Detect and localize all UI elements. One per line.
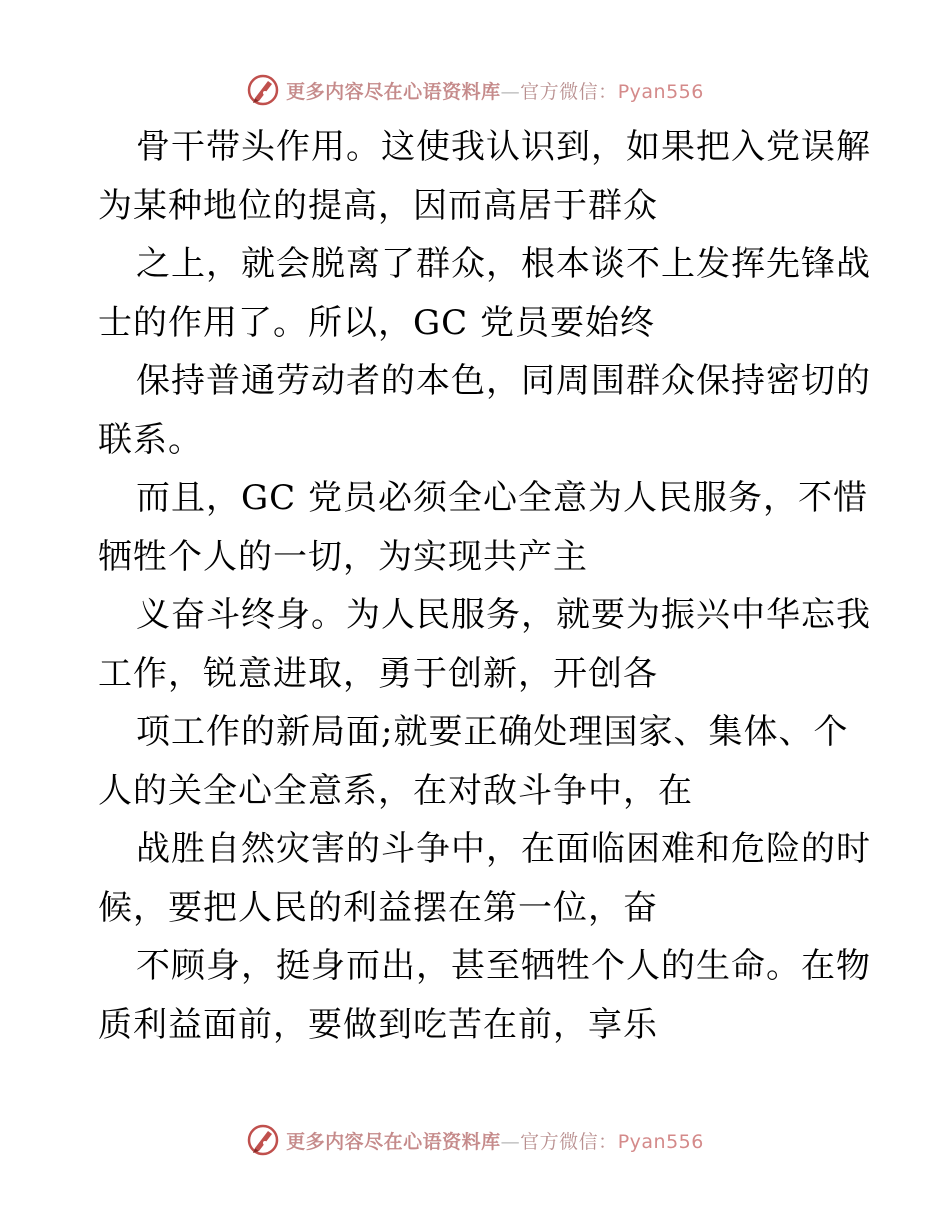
body-line: 之上，就会脱离了群众，根本谈不上发挥先锋战 (136, 244, 871, 284)
pen-logo-icon (246, 73, 280, 107)
body-line: 牺牲个人的一切，为实现共产主 (98, 536, 588, 577)
header-watermark (0, 70, 950, 110)
body-line: 士的作用了。所以，GC 党员要始终 (98, 302, 655, 343)
body-line: 而且，GC 党员必须全心全意为人民服务，不惜 (136, 478, 868, 518)
pen-logo-icon (246, 1123, 280, 1157)
body-line: 为某种地位的提高，因而高居于群众 (98, 185, 658, 226)
watermark-text: 更多内容尽在心语资料库—官方微信：Pyan556 (286, 80, 704, 103)
body-line: 战胜自然灾害的斗争中，在面临困难和危险的时 (136, 829, 871, 869)
footer-watermark (0, 1120, 950, 1160)
body-line: 工作，锐意进取，勇于创新，开创各 (98, 653, 658, 694)
body-line: 保持普通劳动者的本色，同周围群众保持密切的 (136, 361, 871, 401)
body-line: 候，要把人民的利益摆在第一位，奋 (98, 887, 658, 928)
body-line: 项工作的新局面;就要正确处理国家、集体、个 (136, 712, 849, 752)
body-line: 质利益面前，要做到吃苦在前，享乐 (98, 1004, 658, 1045)
body-line: 义奋斗终身。为人民服务，就要为振兴中华忘我 (136, 595, 871, 635)
body-line: 联系。 (98, 419, 203, 460)
document-body (98, 118, 871, 1054)
body-line: 人的关全心全意系，在对敌斗争中，在 (98, 770, 693, 811)
watermark-text: 更多内容尽在心语资料库—官方微信：Pyan556 (286, 1130, 704, 1153)
body-line: 不顾身，挺身而出，甚至牺牲个人的生命。在物 (136, 946, 871, 986)
body-line: 骨干带头作用。这使我认识到，如果把入党误解 (136, 127, 871, 167)
